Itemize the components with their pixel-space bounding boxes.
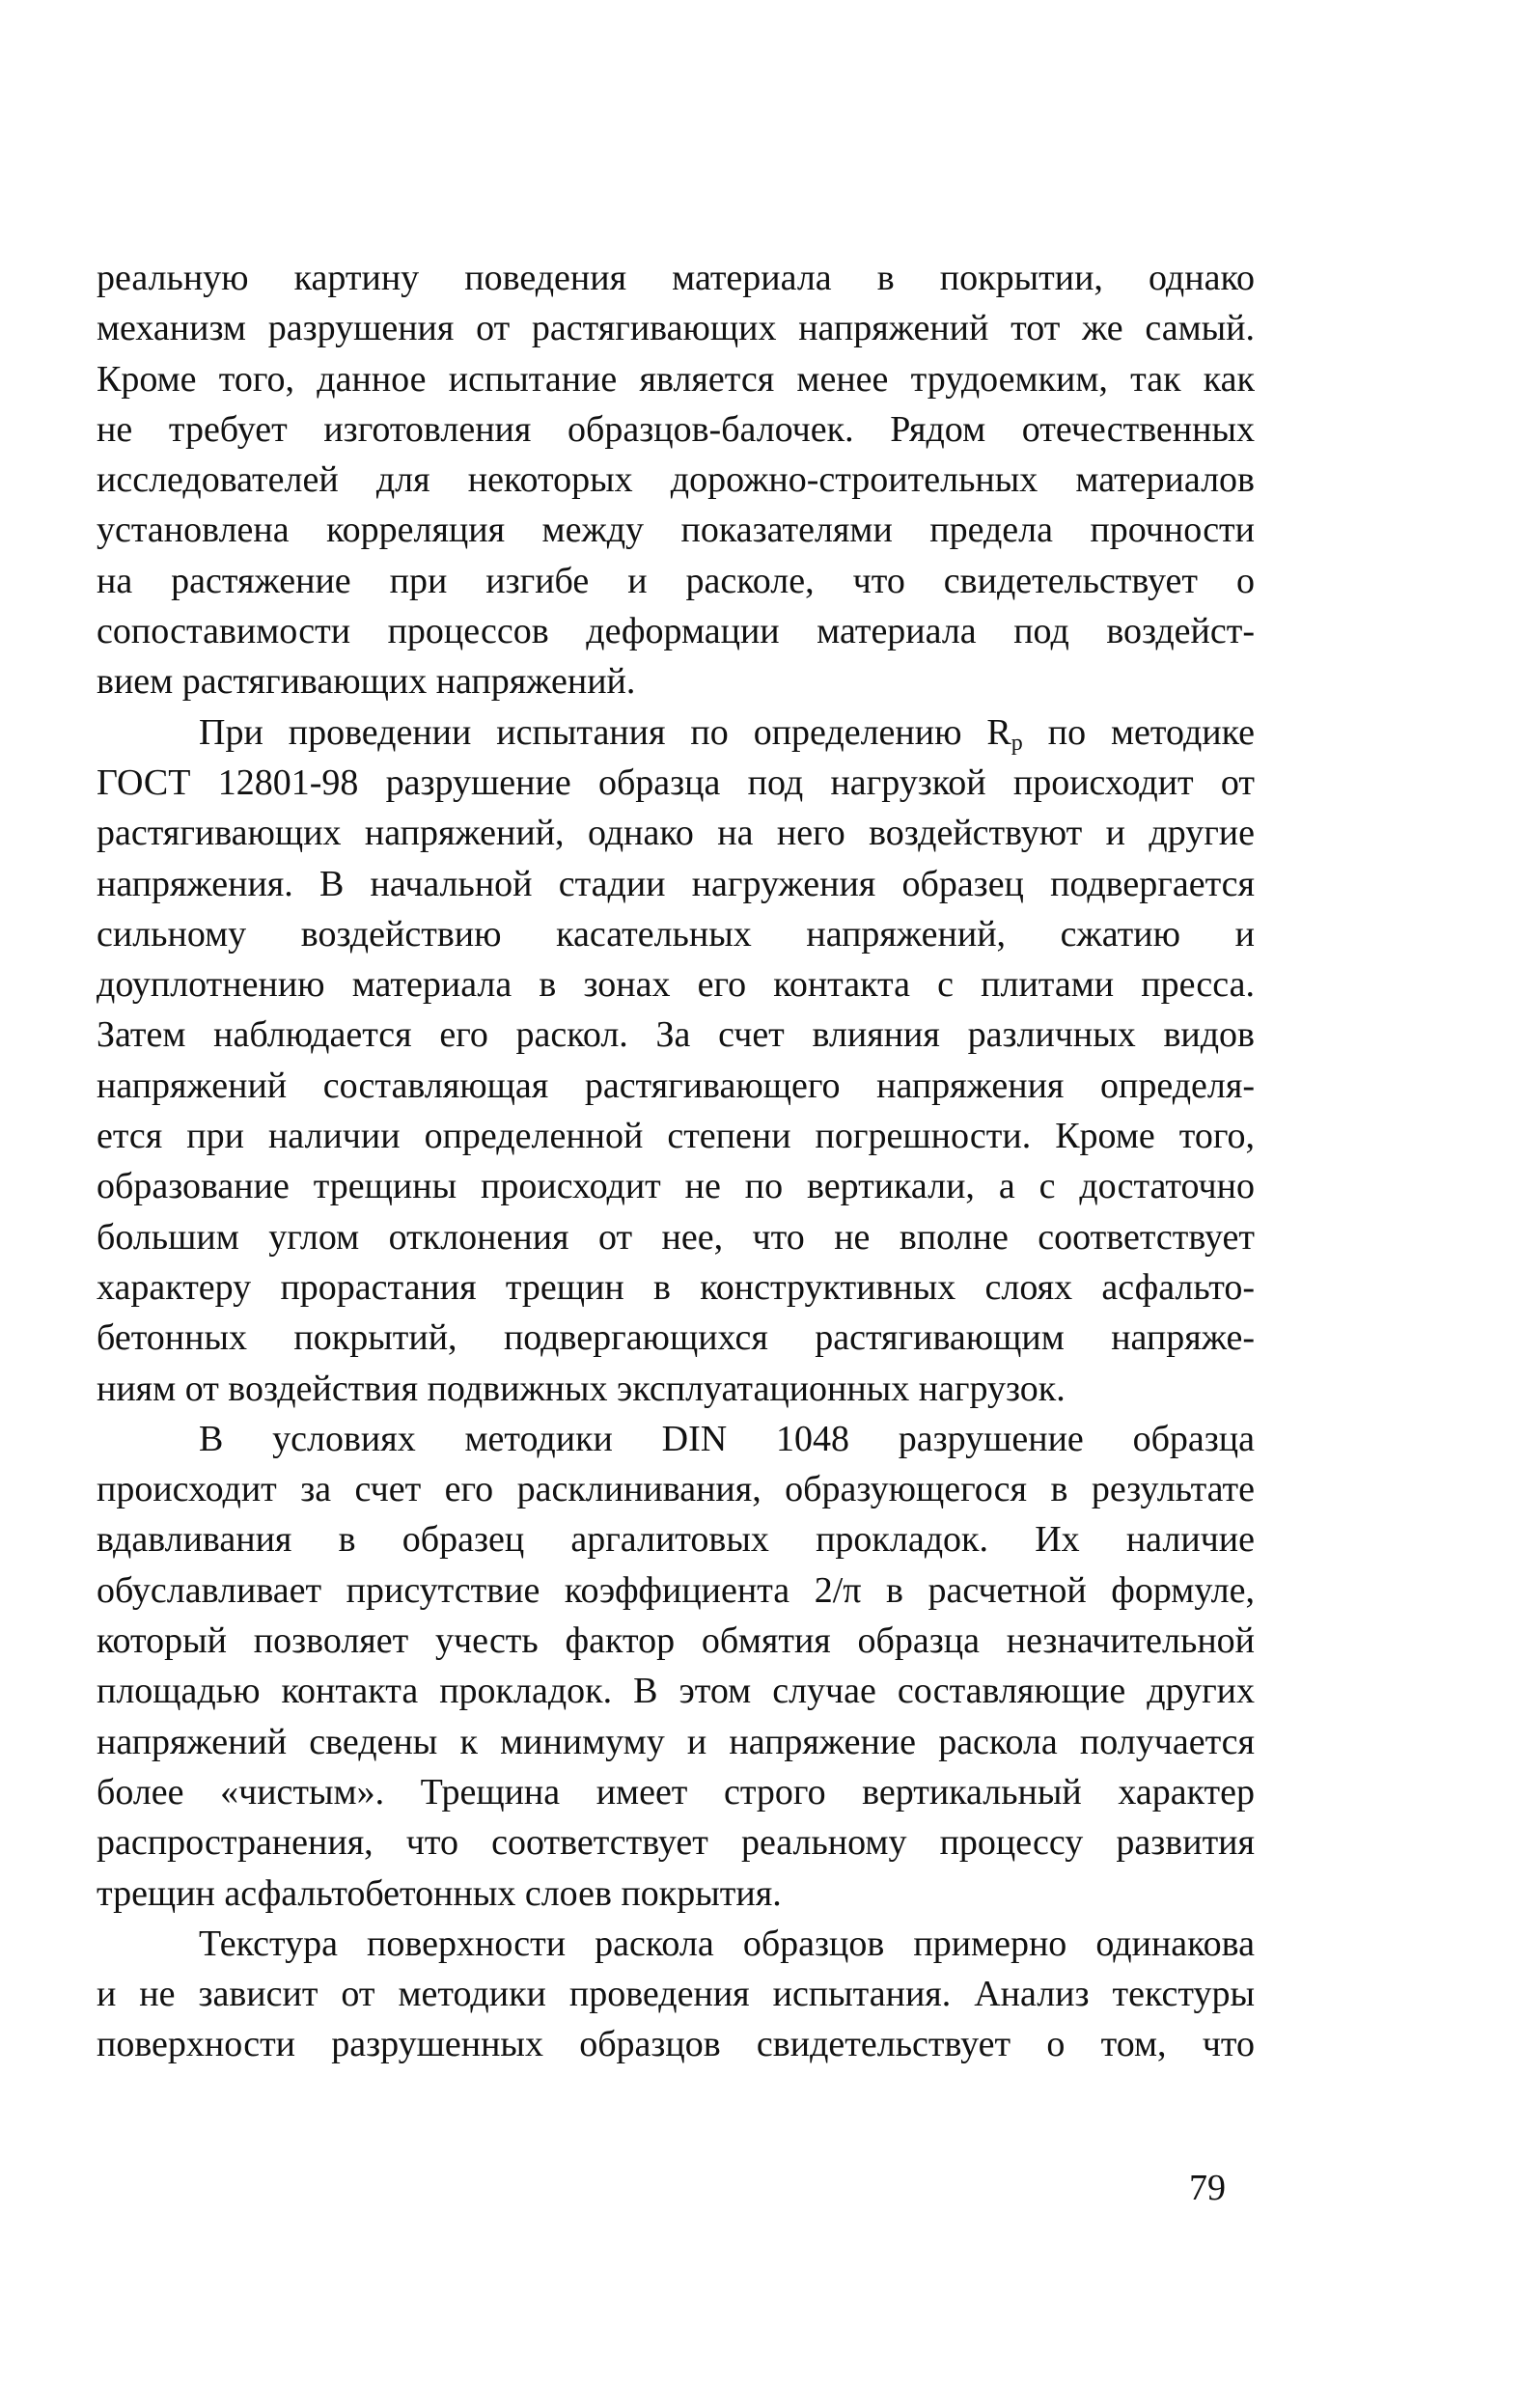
text-line: ниям от воздействия подвижных эксплуатационных нагрузок. [97, 1368, 1066, 1409]
text-line: на растяжение при изгибе и расколе, что свидетельствует о [97, 560, 1255, 601]
text-line: не требует изготовления образцов-балочек. Рядом отечественных [97, 408, 1255, 450]
text-line: напряжений сведены к минимуму и напряжение раскола получается [97, 1721, 1255, 1762]
text-line: напряжений составляющая растягивающего напряжения определя- [97, 1065, 1255, 1106]
text-line: напряжения. В начальной стадии нагружения образец подвергается [97, 863, 1255, 904]
text-line: Текстура поверхности раскола образцов примерно одинакова [199, 1923, 1255, 1964]
text-line: распространения, что соответствует реальному процессу развития [97, 1822, 1255, 1864]
text-line: Затем наблюдается его раскол. За счет влияния различных видов [97, 1014, 1255, 1056]
text-line: более «чистым». Трещина имеет строго вертикальный характер [97, 1771, 1255, 1813]
text-line: ГОСТ 12801-98 разрушение образца под нагрузкой происходит от [97, 761, 1255, 803]
text-line: площадью контакта прокладок. В этом случае составляющие других [97, 1671, 1255, 1712]
text-line: сопоставимости процессов деформации материала под воздейст- [97, 611, 1255, 652]
text-line: который позволяет учесть фактор обмятия образца незначительной [97, 1620, 1255, 1662]
line-tail: по методике [1022, 711, 1255, 753]
text-line: механизм разрушения от растягивающих напряжений тот же самый. [97, 308, 1255, 349]
text-line: сильному воздействию касательных напряжений, сжатию и [97, 913, 1255, 955]
text-line: большим углом отклонения от нее, что не вполне соответствует [97, 1216, 1255, 1258]
paragraph-2 [97, 707, 1255, 1414]
text-line: исследователей для некоторых дорожно-строительных материалов [97, 459, 1255, 501]
page-number: 79 [1189, 2168, 1226, 2208]
text-line: характеру прорастания трещин в конструктивных слоях асфальто- [97, 1266, 1255, 1308]
body-text [97, 253, 1255, 2070]
text-line: Кроме того, данное испытание является менее трудоемким, так как [97, 358, 1255, 400]
text-line: ется при наличии определенной степени погрешности. Кроме того, [97, 1116, 1255, 1157]
paragraph-4 [97, 1919, 1255, 2070]
paragraph-3 [97, 1414, 1255, 1919]
text-line-with-subscript [97, 707, 1255, 758]
text-line: и не зависит от методики проведения испытания. Анализ текстуры [97, 1974, 1255, 2015]
text-line: вием растягивающих напряжений. [97, 661, 636, 703]
text-line: трещин асфальтобетонных слоев покрытия. [97, 1872, 782, 1914]
text-line: В условиях методики DIN 1048 разрушение образца [199, 1418, 1255, 1459]
text-line: обуславливает присутствие коэффициента 2/π в расчетной формуле, [97, 1569, 1255, 1611]
text-line: реальную картину поведения материала в покрытии, однако [97, 258, 1255, 298]
paragraph-1 [97, 253, 1255, 707]
text-line: установлена корреляция между показателями предела прочности [97, 510, 1255, 551]
text-line: бетонных покрытий, подвергающихся растягивающим напряже- [97, 1317, 1255, 1359]
text-line: поверхности разрушенных образцов свидетельствует о том, что [97, 2024, 1255, 2065]
line-head: При проведении испытания по определению R [199, 711, 1011, 753]
text-line: вдавливания в образец аргалитовых прокладок. Их наличие [97, 1519, 1255, 1561]
subscript-p: р [1011, 730, 1023, 756]
text-line: растягивающих напряжений, однако на него воздействуют и другие [97, 813, 1255, 854]
text-line: доуплотнению материала в зонах его контакта с плитами пресса. [97, 964, 1255, 1006]
text-line: происходит за счет его расклинивания, образующегося в результате [97, 1469, 1255, 1510]
text-line: образование трещины происходит не по вертикали, а с достаточно [97, 1166, 1255, 1207]
